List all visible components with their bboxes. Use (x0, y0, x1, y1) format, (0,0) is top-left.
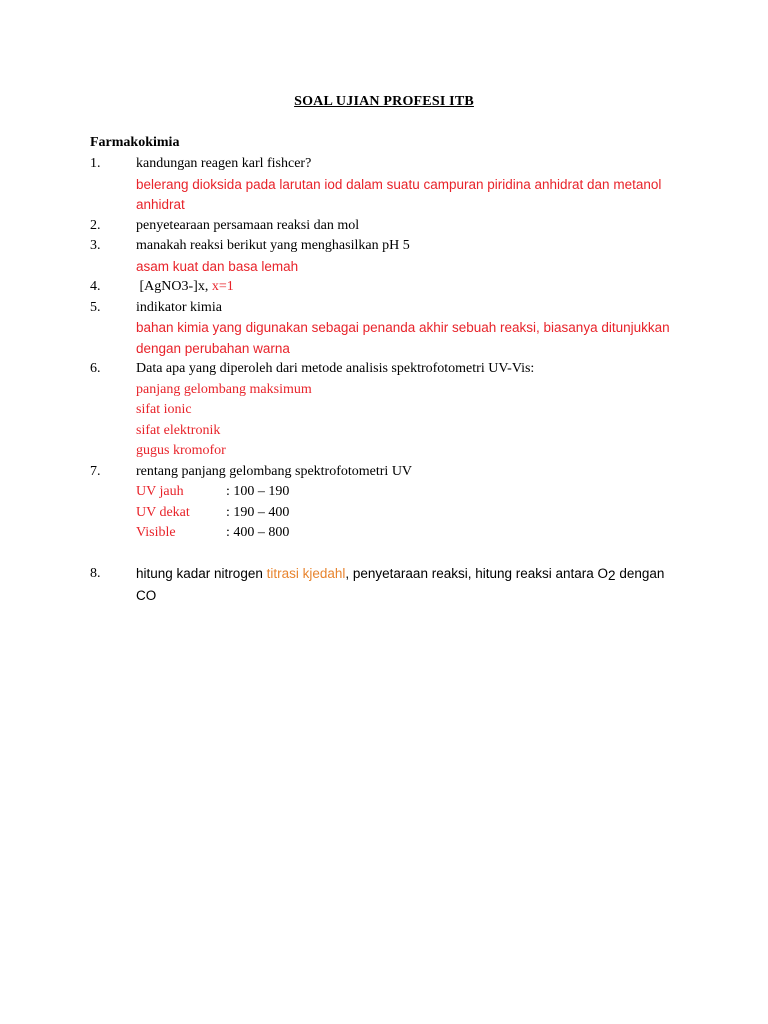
question-number: 4. (90, 279, 101, 294)
question-text-part: , penyetaraan reaksi, hitung reaksi antara O (345, 566, 609, 581)
question-text: indikator kimia (136, 299, 222, 315)
range-label: UV jauh (136, 484, 184, 499)
question-text: kandungan reagen karl fishcer? (136, 156, 312, 171)
answer-text: asam kuat dan basa lemah (136, 258, 299, 274)
range-row (136, 482, 680, 503)
question-text: [AgNO3-]x, (136, 279, 212, 294)
range-label: Visible (136, 525, 176, 540)
question-item-3 (90, 236, 680, 277)
question-item-4 (90, 277, 680, 298)
highlight-text: titrasi kjedahl (266, 566, 346, 581)
answer-text: x=1 (211, 279, 234, 294)
question-text: Data apa yang diperoleh dari metode analisis spektrofotometri UV-Vis: (136, 361, 535, 376)
range-value: : 190 – 400 (226, 504, 290, 520)
question-list (90, 154, 680, 606)
answer-text: panjang gelombang maksimum (136, 381, 312, 397)
answer-text: sifat ionic (136, 402, 192, 417)
range-row (136, 523, 680, 544)
question-text: rentang panjang gelombang spektrofotometri UV (136, 463, 413, 479)
question-text: manakah reaksi berikut yang menghasilkan pH 5 (136, 238, 410, 253)
range-row (136, 503, 680, 524)
question-text: penyetearaan persamaan reaksi dan mol (136, 217, 360, 233)
question-number: 5. (90, 299, 101, 315)
range-label: UV dekat (136, 504, 190, 520)
page-title: SOAL UJIAN PROFESI ITB (294, 94, 474, 109)
question-item-2 (90, 216, 680, 237)
question-text-part: dengan (615, 566, 665, 581)
question-item-8 (90, 564, 680, 606)
question-item-5 (90, 298, 680, 360)
answer-text: bahan kimia yang digunakan sebagai penanda akhir sebuah reaksi, biasanya ditunjukkan dengan perubahan warna (136, 320, 670, 356)
range-value: : 100 – 190 (226, 484, 290, 499)
question-text-part: hitung kadar nitrogen (136, 566, 267, 581)
question-number: 3. (90, 238, 101, 253)
question-number: 6. (90, 361, 101, 376)
answer-text: belerang dioksida pada larutan iod dalam suatu campuran piridina anhidrat dan metanol anhidrat (136, 176, 662, 212)
answer-text: gugus kromofor (136, 443, 226, 458)
question-number: 8. (90, 566, 101, 581)
range-value: : 400 – 800 (226, 525, 290, 540)
question-number: 7. (90, 463, 101, 479)
subscript: 2 (608, 568, 616, 583)
question-item-7 (90, 462, 680, 544)
answer-text: sifat elektronik (136, 422, 221, 438)
question-text (136, 564, 680, 586)
question-number: 1. (90, 156, 101, 171)
question-text-part: CO (136, 587, 157, 603)
question-number: 2. (90, 217, 101, 233)
section-heading: Farmakokimia (90, 135, 180, 150)
question-item-6 (90, 359, 680, 462)
blank-line (90, 544, 680, 565)
question-item-1 (90, 154, 680, 216)
